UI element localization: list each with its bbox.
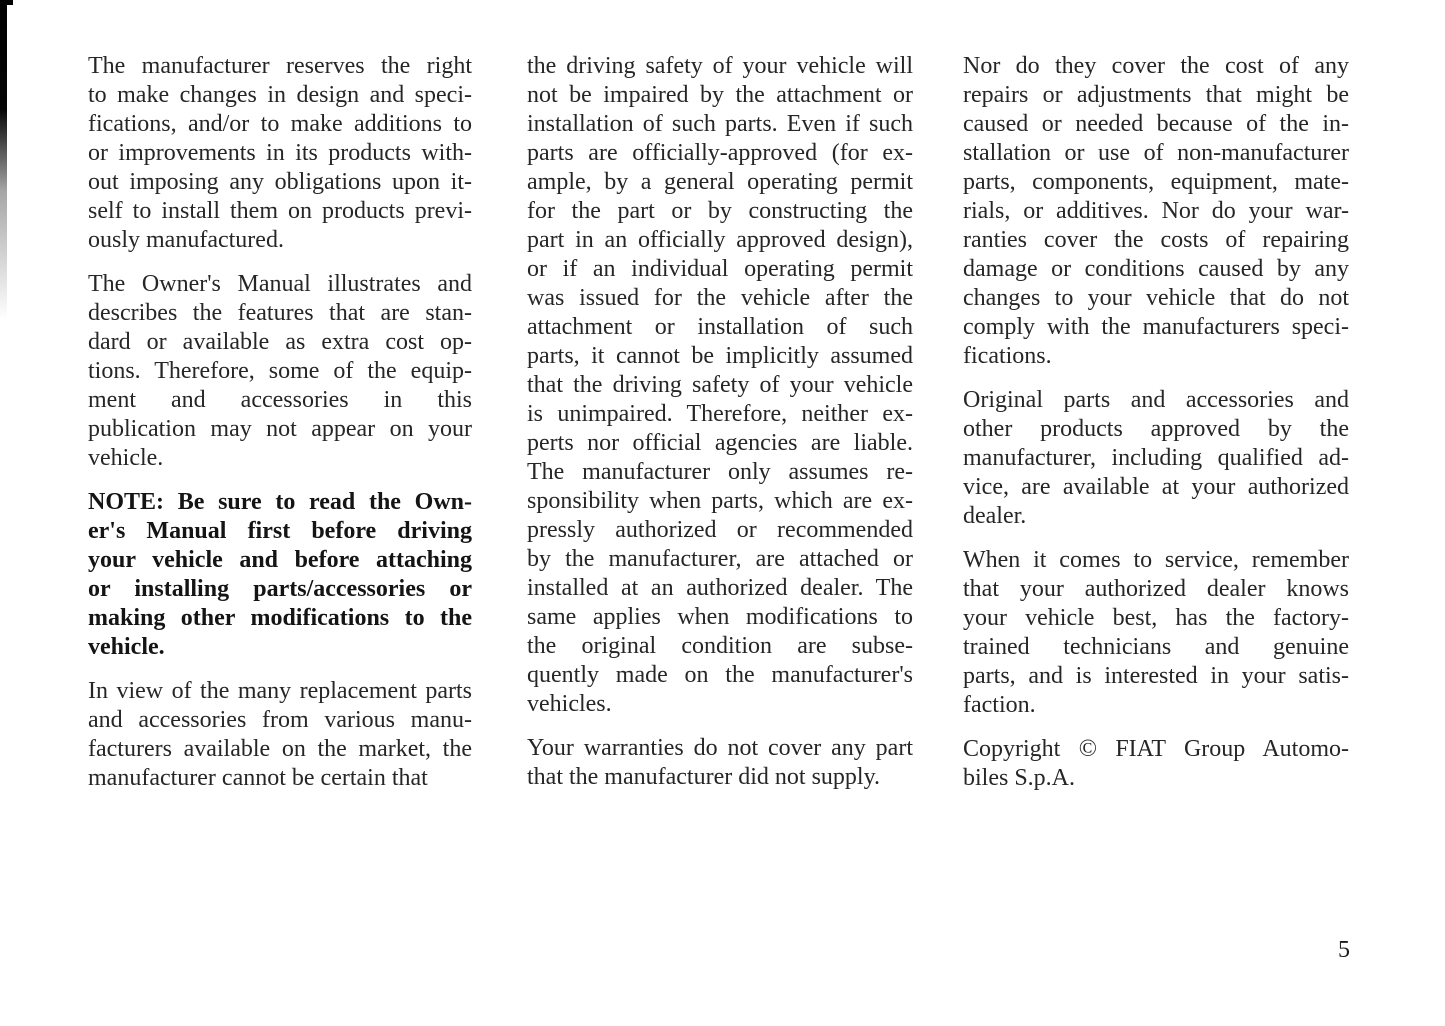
- text-line: changes to your vehicle that do not: [963, 285, 1349, 311]
- text-column-2: [527, 52, 913, 792]
- text-line: The manufacturer reserves the right: [88, 53, 472, 79]
- note-paragraph: [88, 488, 472, 662]
- text-line: pressly authorized or recommended: [527, 517, 913, 543]
- text-line: installation of such parts. Even if such: [527, 111, 913, 137]
- text-line: vice, are available at your authorized: [963, 474, 1349, 500]
- text-line: is unimpaired. Therefore, neither ex-: [527, 401, 913, 427]
- text-column-1: [88, 52, 472, 793]
- scan-artifact-top-left-corner: [0, 0, 13, 5]
- text-line: or installing parts/accessories or: [88, 576, 472, 602]
- text-line: fications.: [963, 343, 1052, 369]
- body-paragraph: [88, 52, 472, 255]
- text-line: self to install them on products previ-: [88, 198, 472, 224]
- body-paragraph: [963, 546, 1349, 720]
- text-line: by the manufacturer, are attached or: [527, 546, 913, 572]
- body-paragraph: [527, 734, 913, 792]
- text-line: that your authorized dealer knows: [963, 576, 1349, 602]
- text-line: caused or needed because of the in-: [963, 111, 1349, 137]
- text-line: parts, it cannot be implicitly assumed: [527, 343, 913, 369]
- text-line: vehicle.: [88, 445, 164, 471]
- text-line: the driving safety of your vehicle will: [527, 53, 913, 79]
- body-paragraph: [88, 677, 472, 793]
- text-line: that the manufacturer did not supply.: [527, 764, 881, 790]
- text-line: that the driving safety of your vehicle: [527, 372, 913, 398]
- text-line: the original condition are subse-: [527, 633, 913, 659]
- text-line: fications, and/or to make additions to: [88, 111, 472, 137]
- text-line: parts, and is interested in your satis-: [963, 663, 1349, 689]
- text-line: same applies when modifications to: [527, 604, 913, 630]
- text-line: describes the features that are stan-: [88, 300, 472, 326]
- text-line: faction.: [963, 692, 1036, 718]
- text-line: vehicles.: [527, 691, 612, 717]
- text-line: sponsibility when parts, which are ex-: [527, 488, 913, 514]
- text-line: dard or available as extra cost op-: [88, 329, 472, 355]
- text-line: damage or conditions caused by any: [963, 256, 1349, 282]
- body-paragraph: [88, 270, 472, 473]
- text-line: other products approved by the: [963, 416, 1349, 442]
- text-line: When it comes to service, remember: [963, 547, 1349, 573]
- text-line: ample, by a general operating permit: [527, 169, 913, 195]
- text-line: ously manufactured.: [88, 227, 284, 253]
- text-line: your vehicle and before attaching: [88, 547, 472, 573]
- text-line: out imposing any obligations upon it-: [88, 169, 472, 195]
- text-line: rials, or additives. Nor do your war-: [963, 198, 1349, 224]
- text-line: dealer.: [963, 503, 1027, 529]
- scan-artifact-left-edge: [0, 0, 7, 320]
- text-line: stallation or use of non-manufacturer: [963, 140, 1349, 166]
- text-line: quently made on the manufacturer's: [527, 662, 913, 688]
- text-line: biles S.p.A.: [963, 765, 1076, 791]
- text-line: for the part or by constructing the: [527, 198, 913, 224]
- text-line: manufacturer, including qualified ad-: [963, 445, 1349, 471]
- text-line: repairs or adjustments that might be: [963, 82, 1349, 108]
- text-line: to make changes in design and speci-: [88, 82, 472, 108]
- text-line: er's Manual first before driving: [88, 518, 472, 544]
- text-line: parts are officially-approved (for ex-: [527, 140, 913, 166]
- body-paragraph: [963, 735, 1349, 793]
- text-line: part in an officially approved design),: [527, 227, 913, 253]
- text-line: In view of the many replacement parts: [88, 678, 472, 704]
- text-line: facturers available on the market, the: [88, 736, 472, 762]
- body-paragraph: [963, 52, 1349, 371]
- body-paragraph: [963, 386, 1349, 531]
- page-number: 5: [1338, 937, 1350, 963]
- text-line: perts nor official agencies are liable.: [527, 430, 913, 456]
- text-line: NOTE: Be sure to read the Own-: [88, 489, 472, 515]
- text-line: or if an individual operating permit: [527, 256, 913, 282]
- text-line: and accessories from various manu-: [88, 707, 472, 733]
- text-line: Copyright © FIAT Group Automo-: [963, 736, 1349, 762]
- text-line: vehicle.: [88, 634, 165, 660]
- text-line: trained technicians and genuine: [963, 634, 1349, 660]
- text-line: making other modifications to the: [88, 605, 472, 631]
- text-line: Your warranties do not cover any part: [527, 735, 913, 761]
- text-line: ment and accessories in this: [88, 387, 472, 413]
- text-line: attachment or installation of such: [527, 314, 913, 340]
- text-line: The manufacturer only assumes re-: [527, 459, 913, 485]
- text-line: was issued for the vehicle after the: [527, 285, 913, 311]
- text-line: The Owner's Manual illustrates and: [88, 271, 472, 297]
- text-line: ranties cover the costs of repairing: [963, 227, 1349, 253]
- text-line: tions. Therefore, some of the equip-: [88, 358, 472, 384]
- text-line: manufacturer cannot be certain that: [88, 765, 428, 791]
- text-line: parts, components, equipment, mate-: [963, 169, 1349, 195]
- text-line: comply with the manufacturers speci-: [963, 314, 1349, 340]
- text-line: your vehicle best, has the factory-: [963, 605, 1349, 631]
- text-column-3: [963, 52, 1349, 793]
- text-line: Original parts and accessories and: [963, 387, 1349, 413]
- text-line: not be impaired by the attachment or: [527, 82, 913, 108]
- text-line: or improvements in its products with-: [88, 140, 472, 166]
- body-paragraph: [527, 52, 913, 719]
- text-line: publication may not appear on your: [88, 416, 472, 442]
- text-line: Nor do they cover the cost of any: [963, 53, 1349, 79]
- text-line: installed at an authorized dealer. The: [527, 575, 913, 601]
